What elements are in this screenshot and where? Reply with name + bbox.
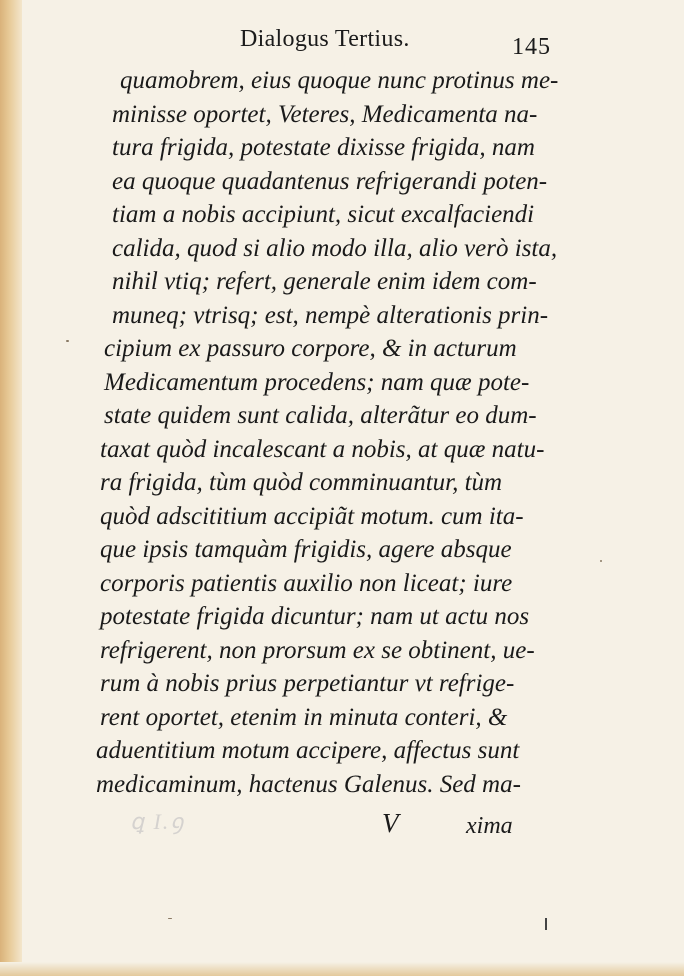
text-line: quamobrem, eius quoque nunc protinus me-: [120, 67, 559, 94]
text-line: potestate frigida dicuntur; nam ut actu nos: [100, 603, 530, 630]
text-line: Medicamentum procedens; nam quæ pote-: [104, 368, 530, 396]
body-text: [92, 64, 592, 801]
text-line: nihil vtiq; refert, generale enim idem com-: [112, 268, 537, 295]
page-bottom-edge: [0, 962, 690, 976]
text-line: ra frigida, tùm quòd comminuantur, tùm: [100, 469, 503, 496]
text-line: corporis patientis auxilio non liceat; iure: [100, 569, 513, 597]
text-line: medicaminum, hactenus Galenus. Sed ma-: [96, 770, 521, 798]
paper-speck: [600, 560, 602, 562]
text-line: state quidem sunt calida, alterãtur eo dum-: [104, 402, 537, 429]
text-line: que ipsis tamquàm frigidis, agere absque: [100, 536, 512, 563]
text-line: rum à nobis prius perpetiantur vt refrige-: [100, 670, 515, 697]
paper-speck: [168, 918, 172, 919]
text-line: calida, quod si alio modo illa, alio verò ista,: [112, 234, 558, 262]
paper-speck: [66, 340, 69, 342]
signature-mark: V: [382, 808, 399, 838]
text-line: tiam a nobis accipiunt, sicut excalfaciendi: [112, 201, 535, 228]
ink-mark: [545, 918, 547, 930]
bleed-through-stamp: ꝗ I.ꝯ: [130, 809, 186, 834]
text-line: taxat quòd incalescant a nobis, at quæ natu-: [100, 435, 545, 463]
page-right-margin: [684, 0, 690, 976]
text-line: cipium ex passuro corpore, & in acturum: [104, 335, 517, 362]
running-title: Dialogus Tertius.: [240, 26, 410, 52]
text-line: minisse oportet, Veteres, Medicamenta na-: [112, 100, 538, 128]
text-line: ea quoque quadantenus refrigerandi poten-: [112, 167, 548, 195]
page-gutter-shadow: [0, 0, 22, 976]
text-line: refrigerent, non prorsum ex se obtinent, ue-: [100, 636, 535, 664]
text-line: tura frigida, potestate dixisse frigida, nam: [112, 134, 535, 161]
text-line: muneq; vtrisq; est, nempè alterationis prin-: [112, 301, 549, 329]
page-number: 145: [512, 34, 551, 60]
text-line: quòd adscititium accipiãt motum. cum ita-: [100, 502, 524, 530]
catchword: xima: [466, 813, 513, 839]
text-line: aduentitium motum accipere, affectus sunt: [96, 737, 520, 764]
text-line: rent oportet, etenim in minuta conteri, &: [100, 703, 508, 731]
